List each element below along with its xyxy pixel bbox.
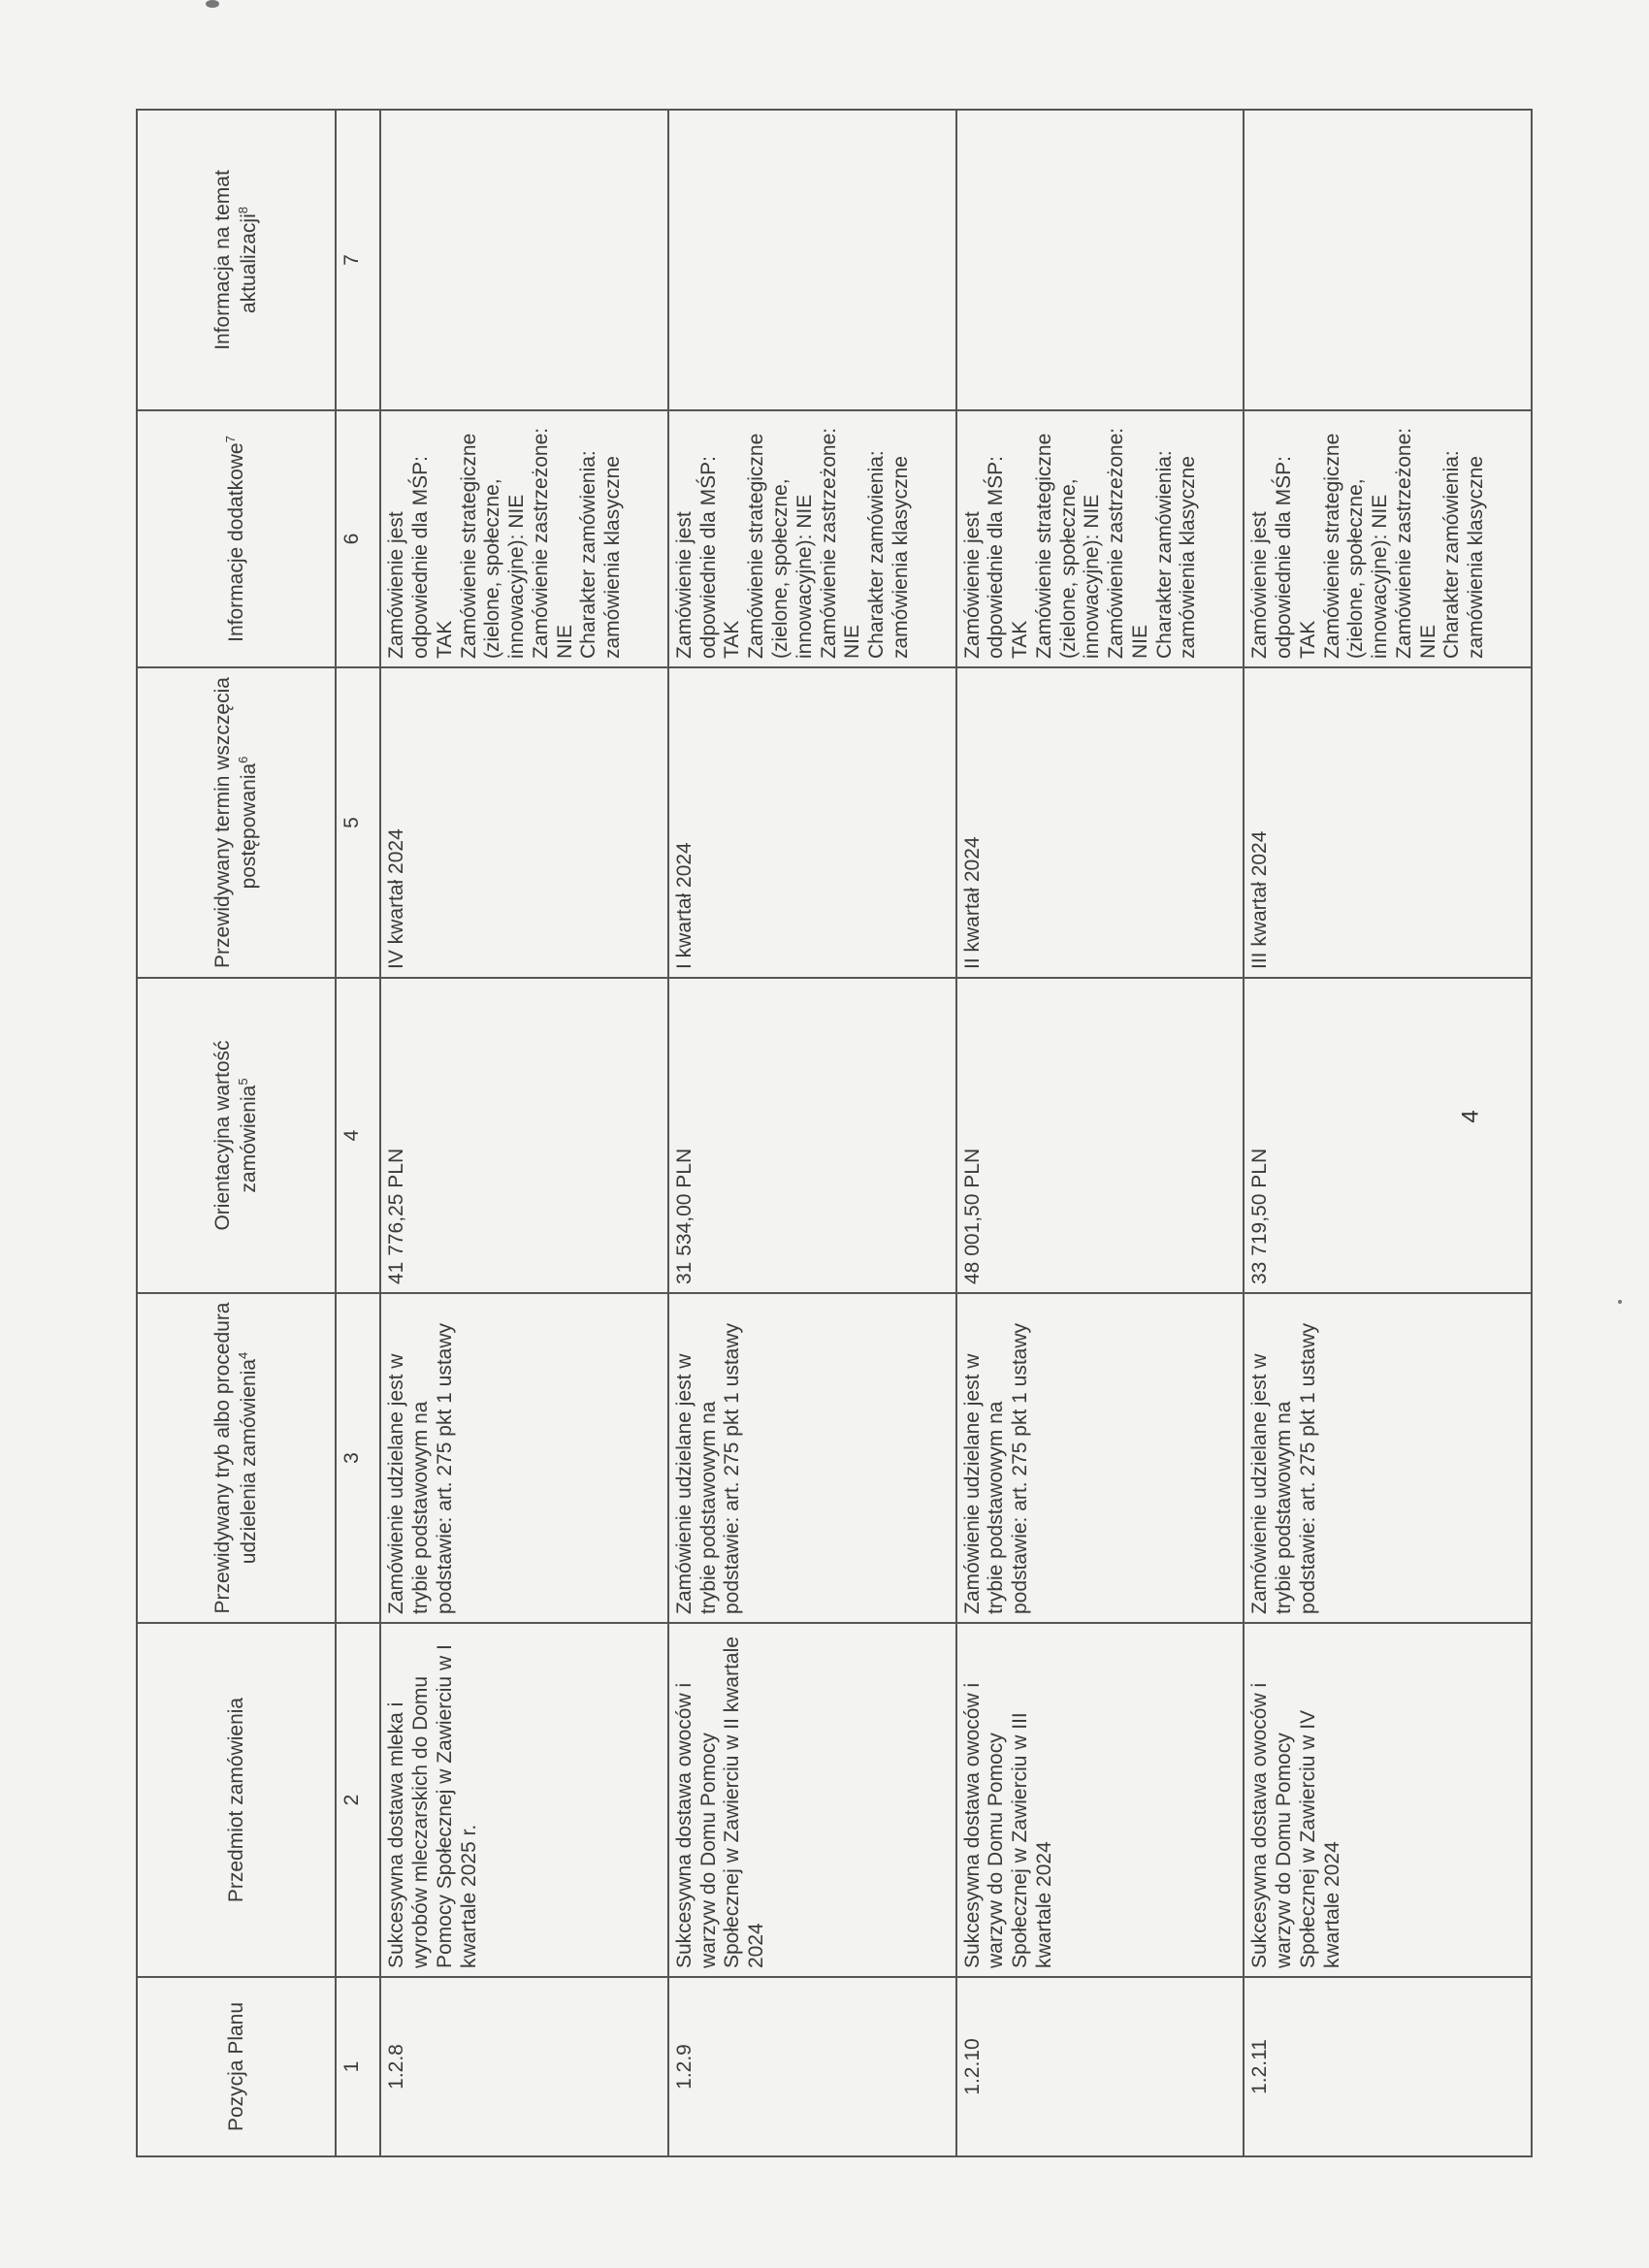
info-cell: [380, 410, 668, 667]
term-cell: IV kwartał 2024: [380, 667, 668, 978]
procurement-plan-table: [136, 109, 1533, 2157]
page-number: 4: [1457, 1110, 1484, 1123]
position-cell: 1.2.10: [956, 1977, 1245, 2156]
info-line: Charakter zamówienia: zamówienia klasyczne: [577, 450, 625, 659]
table-row: [380, 110, 668, 2156]
value-cell: 48 001,50 PLN: [956, 978, 1245, 1293]
rotated-table-wrapper: [136, 111, 1513, 2157]
info-line: Zamówienie jest odpowiednie dla MŚP: TAK: [672, 456, 744, 659]
info-line: Zamówienie strategiczne (zielone, społeczne, innowacyjne): NIE: [1032, 433, 1104, 659]
table-row: [956, 110, 1245, 2156]
scan-speck: [1618, 1300, 1622, 1304]
column-number-row: [336, 110, 380, 2156]
value-cell: 41 776,25 PLN: [380, 978, 668, 1293]
info-line: Zamówienie jest odpowiednie dla MŚP: TAK: [1248, 456, 1319, 659]
header-term: Przewidywany termin wszczęcia postępowania$^6$: [137, 667, 336, 978]
column-number: 6: [336, 410, 380, 667]
info-line: Zamówienie zastrzeżone: NIE: [1105, 427, 1151, 659]
info-cell: [668, 410, 956, 667]
info-cell: [956, 410, 1245, 667]
column-number: 4: [336, 978, 380, 1293]
update-cell: [380, 110, 668, 410]
subject-cell: Sukcesywna dostawa owoców i warzyw do Domu Pomocy Społecznej w Zawierciu w II kwartale 2024: [668, 1623, 956, 1977]
header-mode: Przewidywany tryb albo procedura udzielenia zamówienia$^4$: [137, 1293, 336, 1623]
column-number: 5: [336, 667, 380, 978]
info-line: Zamówienie jest odpowiednie dla MŚP: TAK: [385, 456, 456, 659]
info-line: Zamówienie strategiczne (zielone, społeczne, innowacyjne): NIE: [1320, 433, 1392, 659]
info-line: Charakter zamówienia: zamówienia klasyczne: [1152, 450, 1200, 659]
info-line: Zamówienie zastrzeżone: NIE: [1392, 427, 1439, 659]
term-cell: III kwartał 2024: [1244, 667, 1532, 978]
table-row: [1244, 110, 1532, 2156]
info-line: Zamówienie zastrzeżone: NIE: [817, 427, 864, 659]
term-cell: II kwartał 2024: [956, 667, 1245, 978]
value-cell: 33 719,50 PLN: [1244, 978, 1532, 1293]
subject-cell: Sukcesywna dostawa mleka i wyrobów mleczarskich do Domu Pomocy Społecznej w Zawierciu w I kwartale 2025 r.: [380, 1623, 668, 1977]
info-line: Zamówienie jest odpowiednie dla MŚP: TAK: [960, 456, 1032, 659]
info-line: Zamówienie strategiczne (zielone, społeczne, innowacyjne): NIE: [457, 433, 529, 659]
update-cell: [668, 110, 956, 410]
term-cell: I kwartał 2024: [668, 667, 956, 978]
position-cell: 1.2.9: [668, 1977, 956, 2156]
position-cell: 1.2.11: [1244, 1977, 1532, 2156]
table-row: [668, 110, 956, 2156]
scan-speck: [206, 0, 219, 8]
update-cell: [1244, 110, 1532, 410]
info-line: Charakter zamówienia: zamówienia klasyczne: [1440, 450, 1488, 659]
header-update: Informacja na temat aktualizacji$^8$: [137, 110, 336, 410]
value-cell: 31 534,00 PLN: [668, 978, 956, 1293]
position-cell: 1.2.8: [380, 1977, 668, 2156]
info-line: Zamówienie zastrzeżone: NIE: [529, 427, 576, 659]
header-position: Pozycja Planu: [137, 1977, 336, 2156]
mode-cell: Zamówienie udzielane jest w trybie podstawowym na podstawie: art. 275 pkt 1 ustawy: [668, 1293, 956, 1623]
column-number: 7: [336, 110, 380, 410]
subject-cell: Sukcesywna dostawa owoców i warzyw do Domu Pomocy Społecznej w Zawierciu w III kwartale 2024: [956, 1623, 1245, 1977]
update-cell: [956, 110, 1245, 410]
column-number: 1: [336, 1977, 380, 2156]
column-number: 3: [336, 1293, 380, 1623]
info-cell: [1244, 410, 1532, 667]
column-number: 2: [336, 1623, 380, 1977]
subject-cell: Sukcesywna dostawa owoców i warzyw do Domu Pomocy Społecznej w Zawierciu w IV kwartale 2024: [1244, 1623, 1532, 1977]
header-row: [137, 110, 336, 2156]
mode-cell: Zamówienie udzielane jest w trybie podstawowym na podstawie: art. 275 pkt 1 ustawy: [1244, 1293, 1532, 1623]
mode-cell: Zamówienie udzielane jest w trybie podstawowym na podstawie: art. 275 pkt 1 ustawy: [380, 1293, 668, 1623]
header-subject: Przedmiot zamówienia: [137, 1623, 336, 1977]
info-line: Zamówienie strategiczne (zielone, społeczne, innowacyjne): NIE: [745, 433, 816, 659]
mode-cell: Zamówienie udzielane jest w trybie podstawowym na podstawie: art. 275 pkt 1 ustawy: [956, 1293, 1245, 1623]
header-info: Informacje dodatkowe$^7$: [137, 410, 336, 667]
info-line: Charakter zamówienia: zamówienia klasyczne: [865, 450, 912, 659]
header-value: Orientacyjna wartość zamówienia$^5$: [137, 978, 336, 1293]
